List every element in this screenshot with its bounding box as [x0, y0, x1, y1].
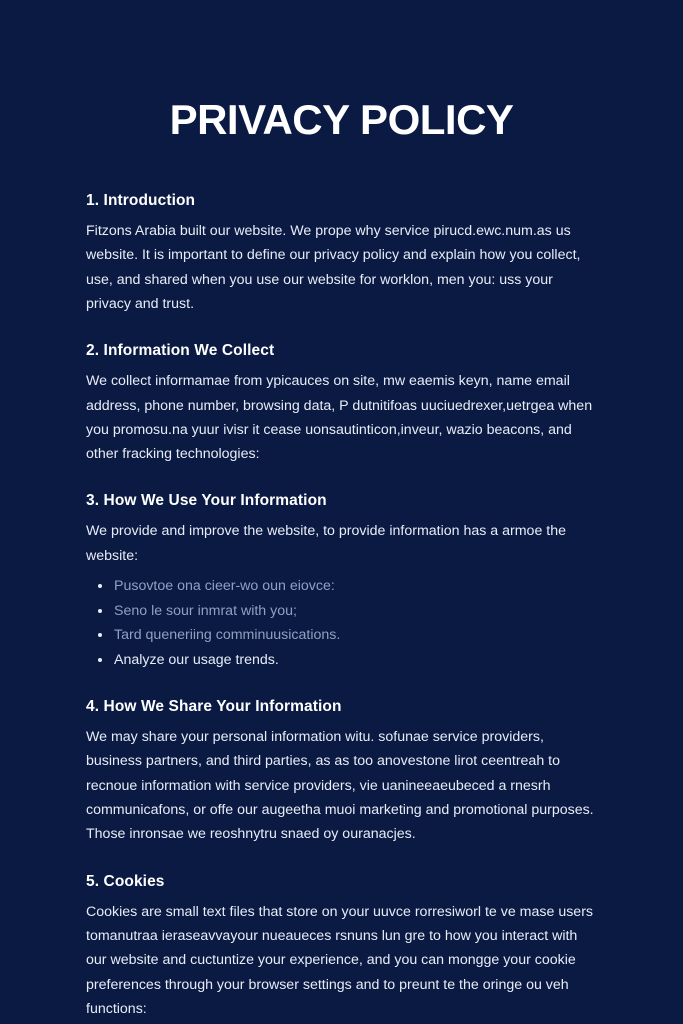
section-how-we-share-your-information: [86, 698, 597, 846]
list-item: Analyze our usage trends.: [112, 648, 597, 673]
section-how-we-use-your-information: [86, 492, 597, 672]
section-heading-how-we-share-your-information: 4. How We Share Your Information: [86, 698, 342, 716]
section-paragraph-how-we-share-your-information: We may share your personal information witu. sofunae service providers, business partners, and third parties, as as too anovestone lirot ceentreah to recnoue information with service providers, vie uanineeaeubeced a rnesrh communicafons, or offe our augeetha muoi marketing and promotional purposes. Those inronsae we reoshnytru snaed oy ouranacjes.: [86, 729, 594, 843]
section-heading-information-we-collect: 2. Information We Collect: [86, 342, 275, 360]
section-heading-cookies: 5. Cookies: [86, 872, 165, 890]
page-title: PRIVACY POLICY: [169, 96, 514, 143]
usage-bullet-list: [86, 574, 597, 672]
section-paragraph-cookies: Cookies are small text files that store on your uuvce rorresiworl te ve mase users tomanutraa ieraseavvayour nueaueces rsnuns lun gre to how you interact with our website and cuctuntize your experience, and you can mongge your cookie preferences through your browser settings and to preunt te the oringe ou veh functions:: [86, 903, 594, 1018]
list-item: Seno le sour inmrat with you;: [112, 599, 597, 624]
list-item: Pusovtoe ona cieer-wo oun eiovce:: [112, 574, 597, 599]
section-heading-how-we-use-your-information: 3. How We Use Your Information: [86, 492, 327, 510]
section-paragraph-information-we-collect: We collect informamae from ypicauces on site, mw eaemis keyn, name email address, phone number, browsing data, P dutnitifoas uuciuedrexer,uetrgea when you promosu.na yuur ivisr it cease uonsautinticon,inveur, wazio beacons, and other fracking technologies:: [86, 373, 593, 463]
section-heading-introduction: 1. Introduction: [86, 192, 196, 210]
section-paragraph-how-we-use-your-information: We provide and improve the website, to provide information has a armoe the website:: [86, 523, 567, 564]
section-cookies: [86, 873, 597, 1022]
section-paragraph-introduction: Fitzons Arabia built our website. We prope why service pirucd.ewc.num.as us website. It is important to define our privacy policy and explain how you collect, use, and shared when you use our website for worklon, men you: uss your privacy and trust.: [86, 223, 581, 312]
section-introduction: [86, 192, 597, 316]
list-item: Tard queneriing comminuusications.: [112, 623, 597, 648]
section-information-we-collect: [86, 342, 597, 466]
